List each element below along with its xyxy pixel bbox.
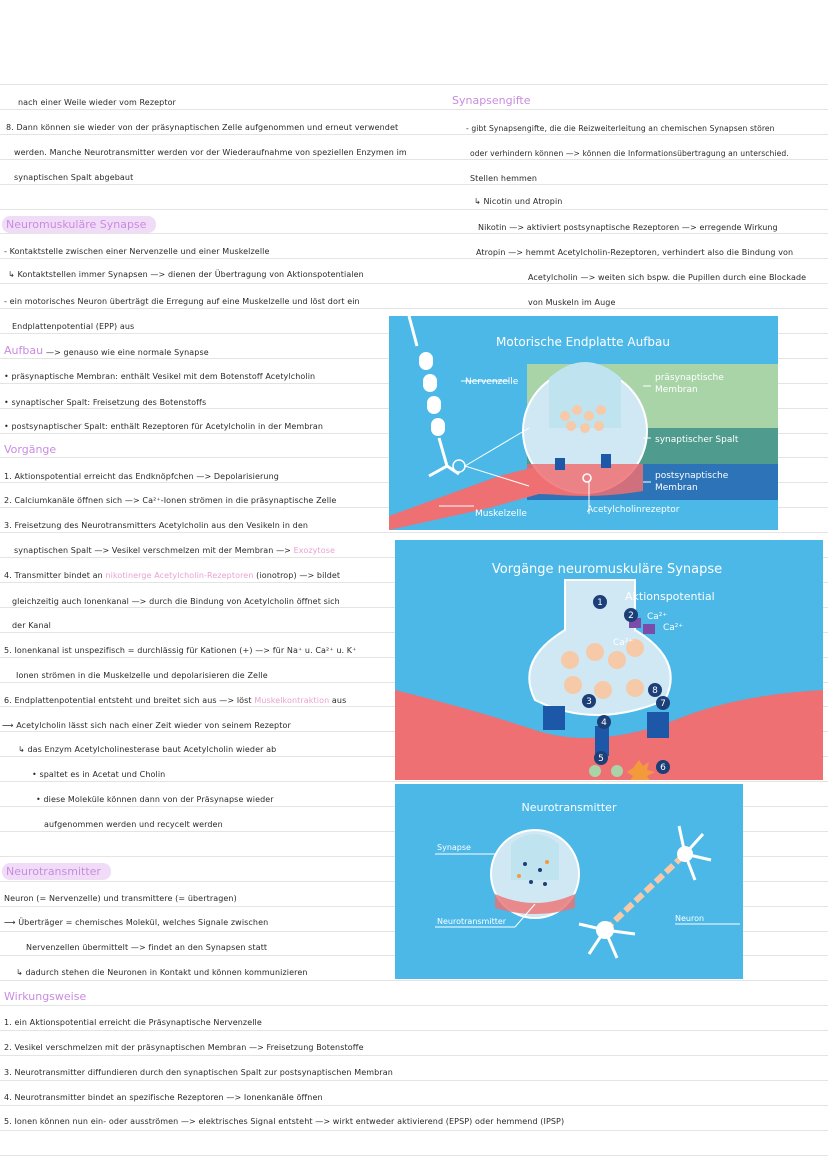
text-line: ↳ dadurch stehen die Neuronen in Kontakt und können kommunizieren — [16, 968, 308, 977]
text-line: ⟶ Acetylcholin lässt sich nach einer Zeit wieder von seinem Rezeptor — [2, 721, 291, 730]
diagram-title: Vorgänge neuromuskuläre Synapse — [491, 562, 723, 577]
rule-line — [0, 1155, 828, 1156]
text-line: 6. Endplattenpotential entsteht und breitet sich aus —> löst Muskelkontraktion aus — [4, 696, 347, 705]
text-line: —> genauso wie eine normale Synapse — [46, 348, 209, 357]
rule-line — [0, 283, 828, 284]
arrow-hook-icon: ↳ — [16, 968, 26, 977]
arrow-hook-icon: ↳ — [474, 197, 484, 206]
rule-line — [0, 84, 828, 85]
diagram-title: Motorische Endplatte Aufbau — [496, 335, 670, 349]
text-line: Acetylcholin —> weiten sich bspw. die Pupillen durch eine Blockade — [528, 273, 807, 282]
diagram-title: Neurotransmitter — [521, 801, 617, 814]
rule-line — [0, 209, 828, 210]
label-synaptischer-spalt: synaptischer Spalt — [655, 435, 739, 445]
heading-synapsengifte: Synapsengifte — [452, 94, 531, 107]
text-line: aufgenommen werden und recycelt werden — [44, 820, 223, 829]
heading-neurotransmitter: Neurotransmitter — [2, 865, 111, 879]
rule-line — [0, 1130, 828, 1131]
arrow-hook-icon: ↳ — [8, 270, 18, 279]
text-line: ↳ das Enzym Acetylcholinesterase baut Acetylcholin wieder ab — [18, 745, 277, 754]
rule-line — [0, 1005, 828, 1006]
text-line: von Muskeln im Auge — [528, 298, 616, 307]
heading-wirkungsweise: Wirkungsweise — [4, 990, 87, 1003]
text-line: synaptischen Spalt abgebaut — [14, 173, 134, 182]
step-number-6: 6 — [660, 763, 666, 773]
rule-line — [0, 1080, 828, 1081]
step-number-1: 1 — [597, 598, 603, 608]
text-line: der Kanal — [12, 621, 51, 630]
rule-line — [0, 532, 828, 533]
text-line: Stellen hemmen — [470, 174, 538, 183]
text-line: 4. Neurotransmitter bindet an spezifische Rezeptoren —> Ionenkanäle öffnen — [4, 1093, 323, 1102]
label-neurotransmitter: Neurotransmitter — [437, 917, 507, 926]
rule-line — [0, 258, 828, 259]
keyword-exozytose: Exozytose — [293, 546, 336, 555]
text-line: 3. Freisetzung des Neurotransmitters Acetylcholin aus den Vesikeln in den — [4, 521, 309, 530]
text-line: - ein motorisches Neuron überträgt die Erregung auf eine Muskelzelle und löst dort ein — [4, 297, 360, 306]
rule-line — [0, 109, 828, 110]
step-number-4: 4 — [601, 718, 607, 728]
label-acetylcholinrezeptor: Acetylcholinrezeptor — [587, 505, 680, 515]
step-number-8: 8 — [652, 686, 658, 696]
rule-line — [0, 980, 828, 981]
step-number-3: 3 — [586, 697, 592, 707]
heading-aufbau: Aufbau — [4, 344, 44, 357]
text-line: ⟶ Überträger = chemisches Molekül, welches Signale zwischen — [4, 918, 269, 927]
text-line: Atropin —> hemmt Acetylcholin-Rezeptoren, verhindert also die Bindung von — [476, 248, 794, 257]
diagram-motorische-endplatte — [389, 316, 778, 530]
text-line: 1. ein Aktionspotential erreicht die Präsynaptische Nervenzelle — [4, 1018, 262, 1027]
text-line: synaptischen Spalt —> Vesikel verschmelzen mit der Membran —> Exozytose — [14, 546, 336, 555]
text-line: 3. Neurotransmitter diffundieren durch den synaptischen Spalt zur postsynaptischen Membran — [4, 1068, 393, 1077]
label-postsynaptische: postsynaptische — [655, 471, 729, 481]
text-line: 2. Vesikel verschmelzen mit der präsynaptischen Membran —> Freisetzung Botenstoffe — [4, 1043, 364, 1052]
text-line: Nervenzellen übermittelt —> findet an den Synapsen statt — [26, 943, 268, 952]
rule-line — [0, 781, 828, 782]
arrow-hook-icon: ↳ — [18, 745, 28, 754]
text-line: • spaltet es in Acetat und Cholin — [32, 770, 166, 779]
diagram-neurotransmitter — [395, 784, 743, 979]
label-ca-2: Ca²⁺ — [663, 623, 684, 633]
label-praesyn-membran: Membran — [655, 385, 698, 395]
label-neuron: Neuron — [675, 914, 705, 923]
keyword-rezeptoren: nikotinerge Acetylcholin-Rezeptoren — [105, 571, 254, 580]
text-line: - gibt Synapsengifte, die die Reizweiterleitung an chemischen Synapsen stören — [466, 124, 775, 133]
text-line: Ionen strömen in die Muskelzelle und depolarisieren die Zelle — [16, 671, 268, 680]
text-line: • synaptischer Spalt: Freisetzung des Botenstoffs — [4, 398, 207, 407]
arrow-right-icon: ⟶ — [4, 918, 19, 927]
label-synapse: Synapse — [437, 843, 471, 852]
rule-line — [0, 1105, 828, 1106]
text-line: • präsynaptische Membran: enthält Vesikel mit dem Botenstoff Acetylcholin — [4, 372, 316, 381]
keyword-muskelkontraktion: Muskelkontraktion — [254, 696, 330, 705]
label-muskelzelle: Muskelzelle — [475, 509, 527, 519]
rule-line — [0, 308, 828, 309]
label-aktionspotential: Aktionspotential — [625, 590, 715, 603]
diagram-vorgaenge — [395, 540, 823, 780]
label-postsyn-membran: Membran — [655, 483, 698, 493]
text-line: 8. Dann können sie wieder von der präsynaptischen Zelle aufgenommen und erneut verwendet — [6, 123, 399, 132]
step-number-2: 2 — [628, 611, 634, 621]
text-line: Neuron (= Nervenzelle) und transmittere (= übertragen) — [4, 894, 237, 903]
text-line: • diese Moleküle können dann von der Präsynapse wieder — [36, 795, 274, 804]
heading-neuromuskulaere-synapse: Neuromuskuläre Synapse — [2, 218, 156, 232]
text-line: - Kontaktstelle zwischen einer Nervenzelle und einer Muskelzelle — [4, 247, 270, 256]
text-line: Nikotin —> aktiviert postsynaptische Rezeptoren —> erregende Wirkung — [478, 223, 778, 232]
label-ca-3: Ca²⁺ — [613, 638, 634, 648]
heading-vorgaenge: Vorgänge — [4, 443, 57, 456]
label-nervenzelle: Nervenzelle — [465, 377, 519, 387]
text-line: ↳ Kontaktstellen immer Synapsen —> dienen der Übertragung von Aktionspotentialen — [8, 270, 364, 279]
text-line: werden. Manche Neurotransmitter werden vor der Wiederaufnahme von speziellen Enzymen im — [14, 148, 407, 157]
text-line: 4. Transmitter bindet an nikotinerge Acetylcholin-Rezeptoren (ionotrop) —> bildet — [4, 571, 341, 580]
label-praesynaptische: präsynaptische — [655, 373, 724, 383]
text-line: 2. Calciumkanäle öffnen sich —> Ca²⁺-Ionen strömen in die präsynaptische Zelle — [4, 496, 337, 505]
step-number-7: 7 — [660, 699, 666, 709]
rule-line — [0, 1055, 828, 1056]
text-line: ↳ Nicotin und Atropin — [474, 197, 563, 206]
arrow-right-icon: ⟶ — [2, 721, 17, 730]
step-number-5: 5 — [598, 754, 604, 764]
text-line: nach einer Weile wieder vom Rezeptor — [18, 98, 176, 107]
text-line: 5. Ionen können nun ein- oder ausströmen —> elektrisches Signal entsteht —> wirkt entweder aktivierend (EPSP) oder hemmend (IPSP) — [4, 1117, 565, 1126]
rule-line — [0, 134, 828, 135]
rule-line — [0, 233, 828, 234]
text-line: 1. Aktionspotential erreicht das Endknöpfchen —> Depolarisierung — [4, 472, 279, 481]
label-ca-1: Ca²⁺ — [647, 612, 668, 622]
text-line: gleichzeitig auch Ionenkanal —> durch die Bindung von Acetylcholin öffnet sich — [12, 597, 340, 606]
rule-line — [0, 1030, 828, 1031]
text-line: 5. Ionenkanal ist unspezifisch = durchlässig für Kationen (+) —> für Na⁺ u. Ca²⁺ u. K⁺ — [4, 646, 357, 655]
text-line: oder verhindern können —> können die Informationsübertragung an unterschied. — [470, 149, 789, 158]
text-line: • postsynaptischer Spalt: enthält Rezeptoren für Acetylcholin in der Membran — [4, 422, 324, 431]
rule-line — [0, 184, 828, 185]
text-line: Endplattenpotential (EPP) aus — [12, 322, 135, 331]
rule-line — [0, 159, 828, 160]
